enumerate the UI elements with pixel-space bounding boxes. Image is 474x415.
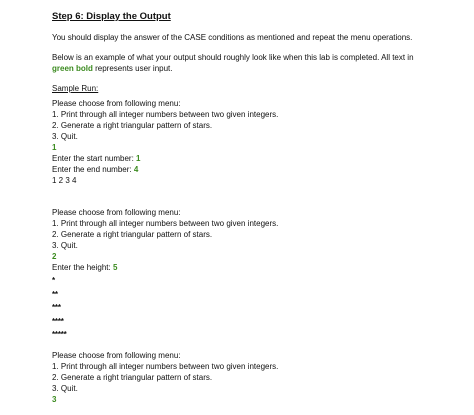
menu-option-1: 1. Print through all integer numbers between two given integers. bbox=[52, 110, 279, 119]
user-choice: 3 bbox=[52, 395, 57, 404]
star-row: ** bbox=[52, 289, 58, 299]
start-number-line bbox=[52, 153, 278, 164]
example-paragraph bbox=[52, 52, 462, 74]
example-text-line1: Below is an example of what your output should roughly look like when this lab is completed. All text in bbox=[52, 53, 414, 62]
menu-option-1: 1. Print through all integer numbers between two given integers. bbox=[52, 362, 279, 371]
height-line bbox=[52, 262, 278, 273]
menu-option-2: 2. Generate a right triangular pattern of stars. bbox=[52, 121, 213, 130]
menu-option-2: 2. Generate a right triangular pattern of stars. bbox=[52, 373, 213, 382]
user-choice: 1 bbox=[52, 143, 57, 152]
menu-prompt: Please choose from following menu: bbox=[52, 351, 181, 360]
example-text-line2 bbox=[52, 63, 462, 74]
menu-option-3: 3. Quit. bbox=[52, 132, 78, 141]
numbers-output: 1 2 3 4 bbox=[52, 176, 77, 185]
start-number-prompt: Enter the start number: bbox=[52, 154, 137, 163]
menu-block-1 bbox=[52, 98, 278, 186]
star-row: * bbox=[52, 276, 55, 285]
menu-prompt: Please choose from following menu: bbox=[52, 208, 181, 217]
sample-run-label: Sample Run: bbox=[52, 84, 99, 93]
step-heading: Step 6: Display the Output bbox=[52, 11, 171, 22]
menu-option-1: 1. Print through all integer numbers between two given integers. bbox=[52, 219, 279, 228]
menu-block-2 bbox=[52, 207, 278, 343]
end-number-value: 4 bbox=[133, 165, 139, 174]
star-row: *** bbox=[52, 303, 61, 312]
menu-option-2: 2. Generate a right triangular pattern of stars. bbox=[52, 230, 213, 239]
height-prompt: Enter the height: bbox=[52, 263, 113, 272]
star-row: ***** bbox=[52, 330, 67, 339]
menu-option-3: 3. Quit. bbox=[52, 384, 78, 393]
example-suffix: represents user input. bbox=[92, 64, 173, 73]
star-row: **** bbox=[52, 316, 64, 326]
height-value: 5 bbox=[112, 263, 118, 272]
menu-option-3: 3. Quit. bbox=[52, 241, 78, 250]
end-number-prompt: Enter the end number: bbox=[52, 165, 134, 174]
example-green-bold: green bold bbox=[52, 64, 93, 73]
intro-paragraph: You should display the answer of the CASE conditions as mentioned and repeat the menu operations. bbox=[52, 33, 413, 42]
end-number-line bbox=[52, 164, 278, 175]
start-number-value: 1 bbox=[136, 154, 141, 163]
menu-prompt: Please choose from following menu: bbox=[52, 99, 181, 108]
user-choice: 2 bbox=[52, 252, 57, 261]
star-pattern bbox=[52, 275, 278, 343]
menu-block-3 bbox=[52, 350, 278, 405]
